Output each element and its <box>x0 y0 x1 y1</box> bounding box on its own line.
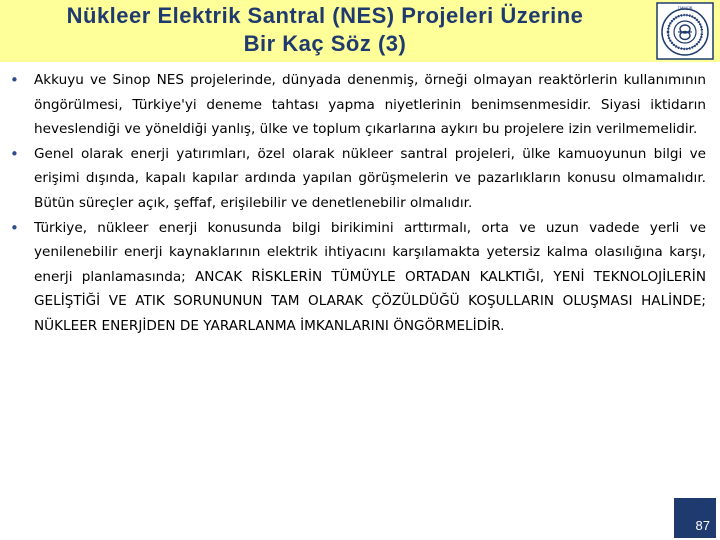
bullet-icon: • <box>10 71 19 89</box>
page-number: 87 <box>695 518 710 533</box>
slide-title <box>0 2 650 58</box>
bullet-item <box>8 216 706 339</box>
logo-text: TMMOB <box>677 5 693 10</box>
bullet-text: Türkiye, nükleer enerji konusunda bilgi birikimini arttırmalı, orta ve uzun vadede yerli ve yenilenebilir enerji kaynaklarının elektrik ihtiyacını karşılamakta yetersiz kalma olasılığına karşı, enerji planlamasında; ANCAK RİSKLERİN TÜMÜYLE ORTADAN KALKTIĞI, YENİ TEKNOLOJİLERİN GELİŞTİĞİ VE ATIK SORUNUNUN TAM OLARAK ÇÖZÜLDÜĞÜ KOŞULLARIN OLUŞMASI HALİNDE; NÜKLEER ENERJİDEN DE YARARLANMA İMKANLARINI ÖNGÖRMELİDİR. <box>34 219 706 334</box>
bullet-item <box>8 68 706 142</box>
chamber-emblem-icon <box>656 2 714 60</box>
title-line-1: Nükleer Elektrik Santral (NES) Projeleri Üzerine <box>66 3 584 28</box>
bullet-icon: • <box>10 144 19 163</box>
title-line-2: Bir Kaç Söz (3) <box>243 31 407 56</box>
bullet-list <box>8 68 706 339</box>
bullet-text: Akkuyu ve Sinop NES projelerinde, dünyada denenmiş, örneği olmayan reaktörlerin kullanımının öngörülmesi, Türkiye'yi deneme tahtası yapma niyetlerinin benimsenmesidir. Siyasi iktidarın heveslendiği ve yöneldiği yanlış, ülke ve toplum çıkarlarına aykırı bu projelere izin verilmemelidir. <box>34 72 706 138</box>
bullet-text: Genel olarak enerji yatırımları, özel olarak nükleer santral projeleri, ülke kamuoyunun bilgi ve erişimi dışında, kapalı kapılar ardında yapılan görüşmelerin ve pazarlıkların konusu olmamalıdır. Bütün süreçler açık, şeffaf, erişilebilir ve denetlenebilir olmalıdır. <box>34 145 706 211</box>
bullet-item <box>8 142 706 216</box>
bullet-icon: • <box>10 218 19 237</box>
page-number-badge <box>674 498 716 538</box>
title-bar <box>0 0 720 62</box>
